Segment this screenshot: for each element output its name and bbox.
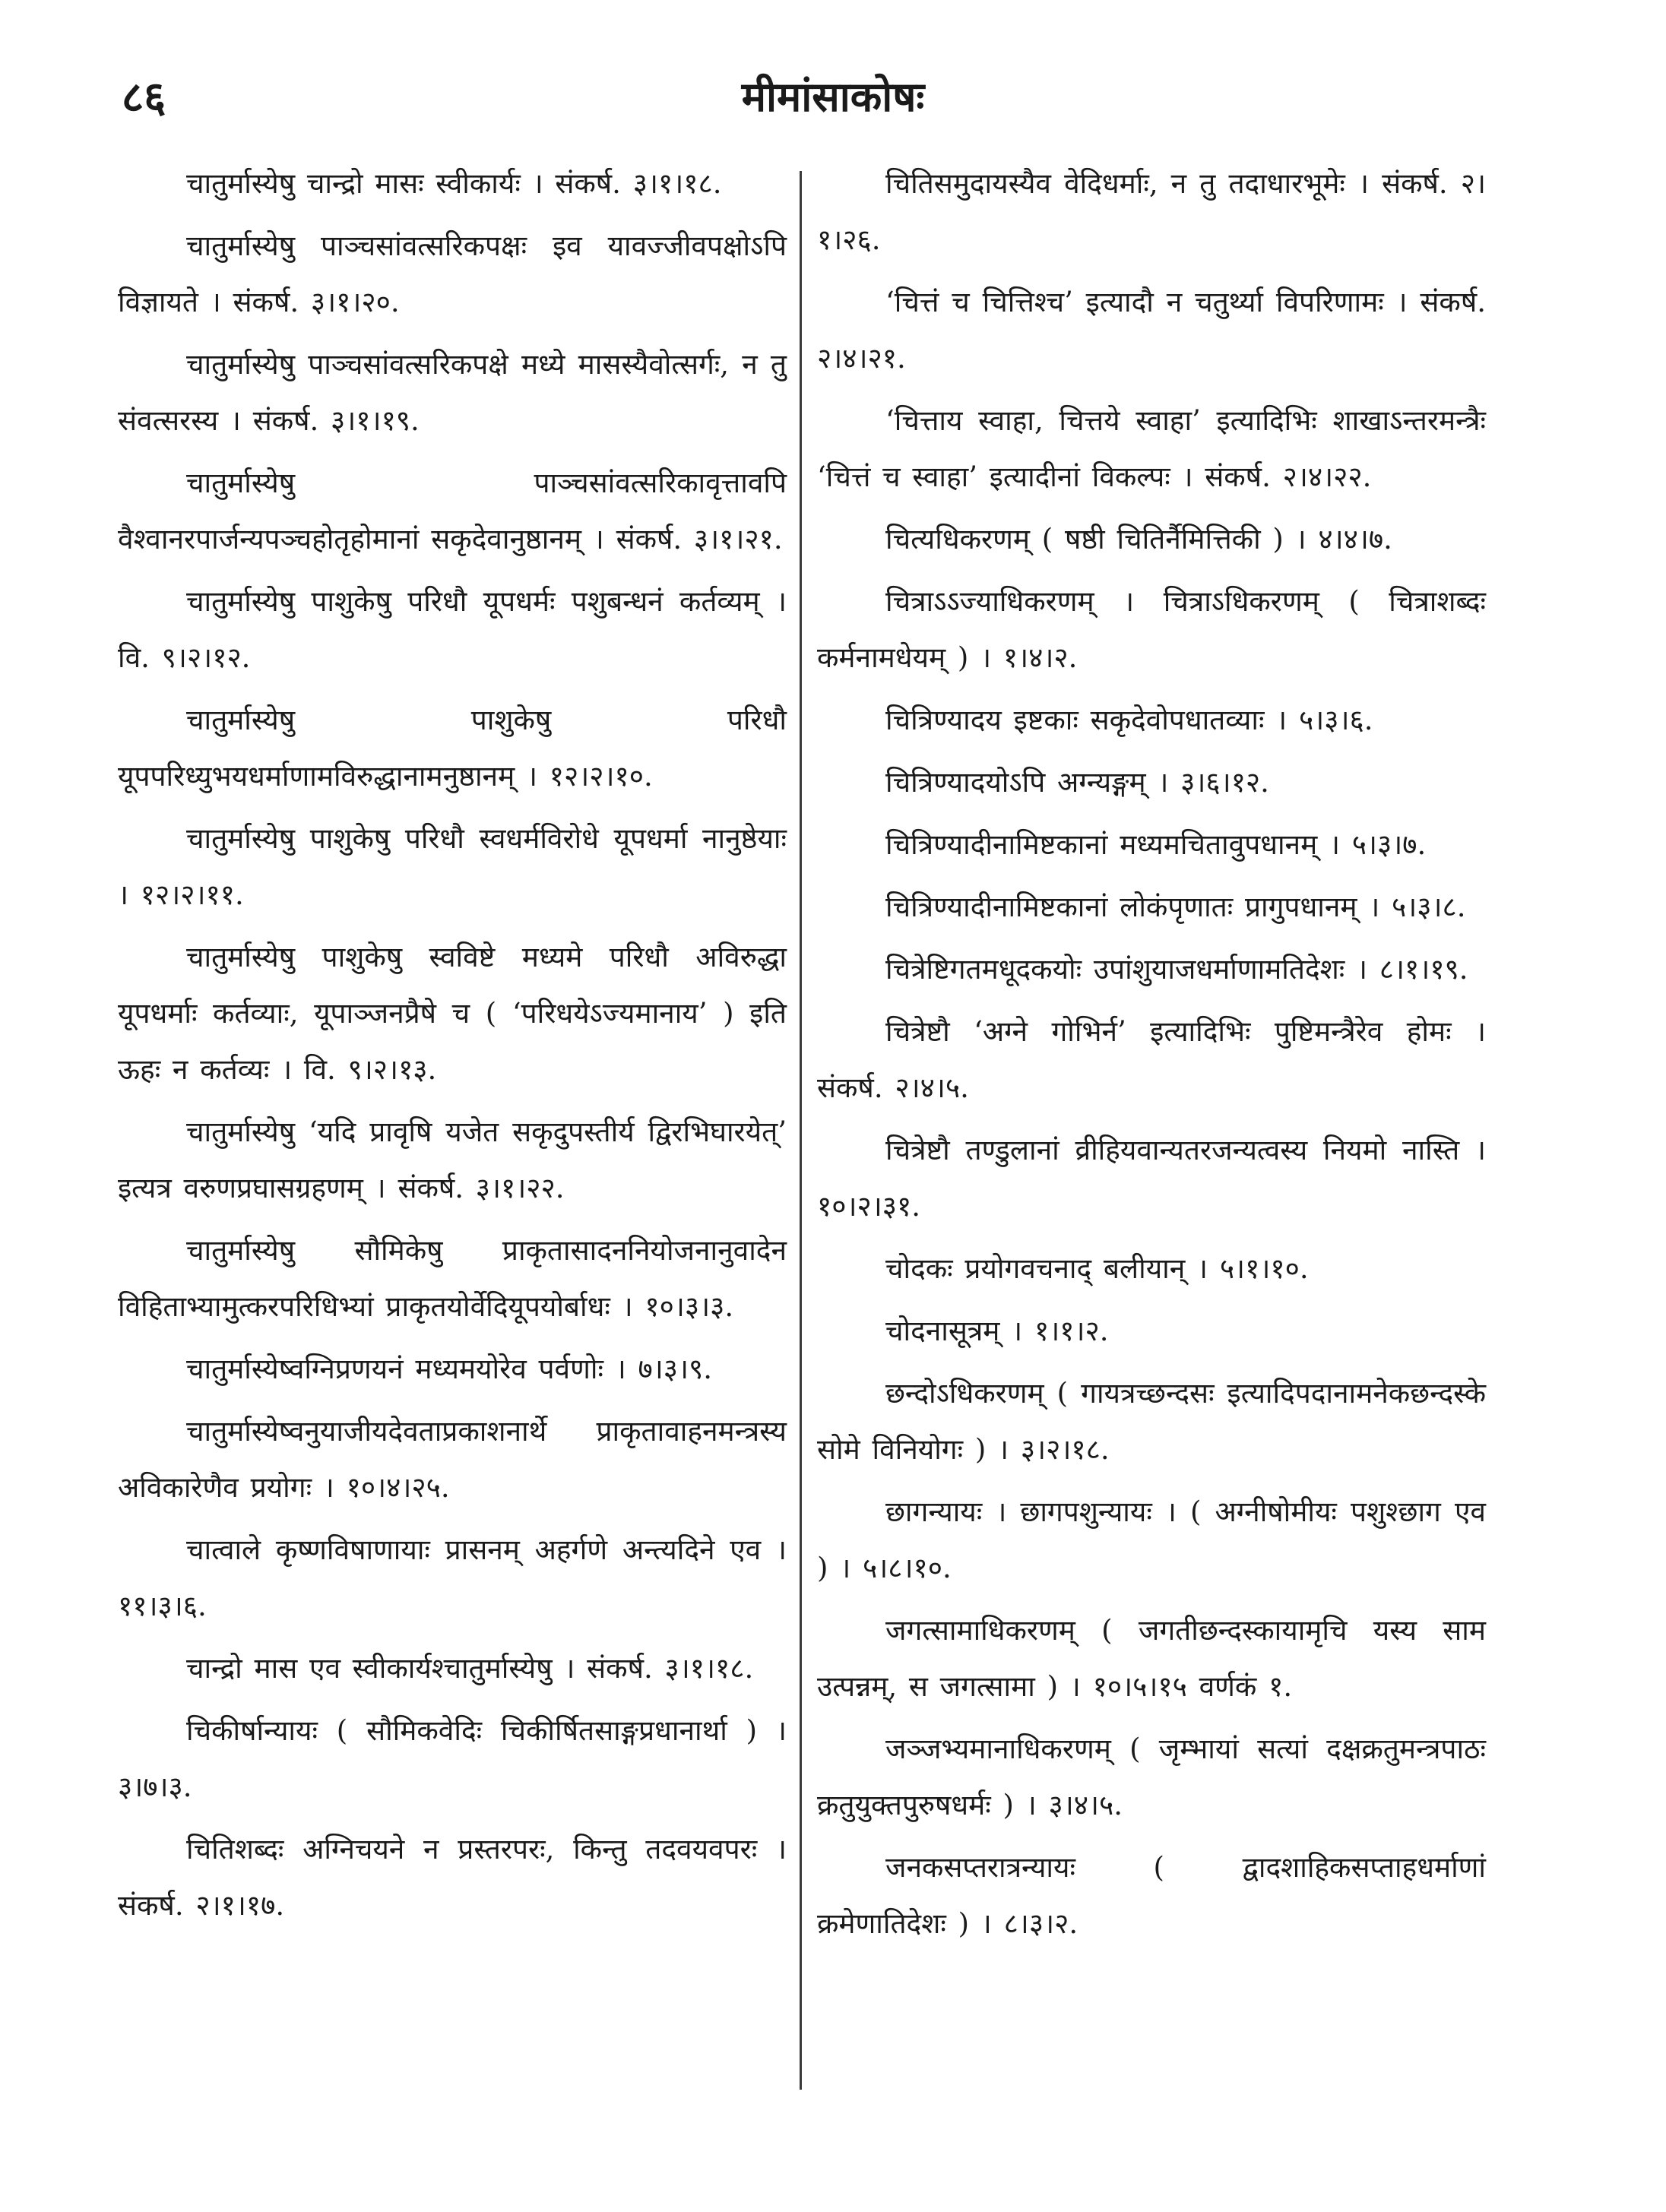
entry: चित्रिण्यादय इष्टकाः सकृदेवोपधातव्याः । ५।३।६.	[885, 704, 1373, 736]
entry: चातुर्मास्येषु चान्द्रो मासः स्वीकार्यः । संकर्ष. ३।१।१८.	[186, 167, 722, 200]
entry: चोदकः प्रयोगवचनाद् बलीयान् । ५।१।१०.	[885, 1252, 1309, 1285]
entry: चित्रेष्टौ तण्डुलानां व्रीहियवान्यतरजन्यत्वस्य नियमो नास्ति । १०।२।३१.	[817, 1134, 1486, 1223]
entry: चातुर्मास्येषु पाशुकेषु स्वविष्टे मध्यमे परिधौ अविरुद्धा यूपधर्माः कर्तव्याः, यूपाञ्जनप्रैषे च ( ‘परिधयेऽज्यमानाय’ ) इति ऊहः न कर्तव्यः । वि. ९।२।१३.	[118, 941, 787, 1086]
entry: चितिशब्दः अग्निचयने न प्रस्तरपरः, किन्तु तदवयवपरः । संकर्ष. २।१।१७.	[118, 1833, 787, 1922]
entry: ‘चित्ताय स्वाहा, चित्तये स्वाहा’ इत्यादिभिः शाखाऽन्तरमन्त्रैः ‘चित्तं च स्वाहा’ इत्यादीनां विकल्पः । संकर्ष. २।४।२२.	[817, 404, 1486, 493]
left-column	[118, 156, 787, 1940]
entry: चात्वाले कृष्णविषाणायाः प्रासनम् अहर्गणे अन्त्यदिने एव । ११।३।६.	[118, 1533, 787, 1622]
entry: छन्दोऽधिकरणम् ( गायत्रच्छन्दसः इत्यादिपदानामनेकछन्दस्के सोमे विनियोगः ) । ३।२।१८.	[817, 1377, 1486, 1466]
entry: चातुर्मास्येषु पाशुकेषु परिधौ स्वधर्मविरोधे यूपधर्मा नानुष्ठेयाः । १२।२।११.	[118, 822, 787, 911]
entry: जगत्सामाधिकरणम् ( जगतीछन्दस्कायामृचि यस्य साम उत्पन्नम्, स जगत्सामा ) । १०।५।१५ वर्णकं १.	[817, 1614, 1486, 1703]
entry: चातुर्मास्येष्वनुयाजीयदेवताप्रकाशनार्थे प्राकृतावाहनमन्त्रस्य अविकारेणैव प्रयोगः । १०।४।२५.	[118, 1415, 787, 1504]
entry: चातुर्मास्येषु पाञ्चसांवत्सरिकपक्षे मध्ये मासस्यैवोत्सर्गः, न तु संवत्सरस्य । संकर्ष. ३।१।१९.	[118, 348, 787, 437]
entry: चित्रिण्यादयोऽपि अग्न्यङ्गम् । ३।६।१२.	[885, 766, 1269, 799]
entry: ‘चित्तं च चित्तिश्च’ इत्यादौ न चतुर्थ्या विपरिणामः । संकर्ष. २।४।२१.	[817, 286, 1486, 375]
entry: चिकीर्षान्यायः ( सौमिकवेदिः चिकीर्षितसाङ्गप्रधानार्था ) । ३।७।३.	[118, 1714, 787, 1803]
entry: चातुर्मास्येषु पाञ्चसांवत्सरिकपक्षः इव यावज्जीवपक्षोऽपि विज्ञायते । संकर्ष. ३।१।२०.	[118, 229, 787, 318]
entry: चित्रेष्टौ ‘अग्ने गोभिर्न’ इत्यादिभिः पुष्टिमन्त्रैरेव होमः । संकर्ष. २।४।५.	[817, 1015, 1486, 1104]
entry: चातुर्मास्येषु पाशुकेषु परिधौ यूपधर्मः पशुबन्धनं कर्तव्यम् । वि. ९।२।१२.	[118, 585, 787, 674]
entry: चित्रिण्यादीनामिष्टकानां मध्यमचितावुपधानम् । ५।३।७.	[885, 828, 1427, 861]
entry: जनकसप्तरात्रन्यायः ( द्वादशाहिकसप्ताहधर्माणां क्रमेणातिदेशः ) । ८।३।२.	[817, 1851, 1486, 1940]
entry: चातुर्मास्येषु पाञ्चसांवत्सरिकावृत्तावपि वैश्वानरपार्जन्यपञ्चहोतृहोमानां सकृदेवानुष्ठानम् । संकर्ष. ३।१।२१.	[118, 467, 787, 555]
entry: चित्यधिकरणम् ( षष्ठी चितिर्नैमित्तिकी ) । ४।४।७.	[885, 523, 1392, 555]
entry: चातुर्मास्येषु ‘यदि प्रावृषि यजेत सकृदुपस्तीर्य द्विरभिघारयेत्’ इत्यत्र वरुणप्रघासग्रहणम् । संकर्ष. ३।१।२२.	[118, 1115, 787, 1204]
entry: चित्राऽऽज्याधिकरणम् । चित्राऽधिकरणम् ( चित्राशब्दः कर्मनामधेयम् ) । १।४।२.	[817, 585, 1486, 674]
entry: चित्रिण्यादीनामिष्टकानां लोकंपृणातः प्रागुपधानम् । ५।३।८.	[885, 891, 1466, 923]
entry: चोदनासूत्रम् । १।१।२.	[885, 1315, 1109, 1347]
entry: चितिसमुदायस्यैव वेदिधर्माः, न तु तदाधारभूमेः । संकर्ष. २।१।२६.	[817, 167, 1486, 256]
entry: चित्रेष्टिगतमधूदकयोः उपांशुयाजधर्माणामतिदेशः । ८।१।१९.	[885, 953, 1468, 986]
page-number: ८६	[122, 72, 166, 122]
column-rule	[800, 171, 802, 2090]
right-column	[817, 156, 1486, 1958]
entry: छागन्यायः । छागपशुन्यायः । ( अग्नीषोमीयः पशुश्छाग एव ) । ५।८।१०.	[817, 1495, 1486, 1584]
entry: चातुर्मास्येषु सौमिकेषु प्राकृतासादननियोजनानुवादेन विहिताभ्यामुत्करपरिधिभ्यां प्राकृतयोर्वेदियूपयोर्बाधः । १०।३।३.	[118, 1234, 787, 1323]
entry: चातुर्मास्येषु पाशुकेषु परिधौ यूपपरिध्युभयधर्माणामविरुद्धानामनुष्ठानम् । १२।२।१०.	[118, 704, 787, 793]
running-title: मीमांसाकोषः	[741, 72, 925, 121]
entry: चातुर्मास्येष्वग्निप्रणयनं मध्यमयोरेव पर्वणोः । ७।३।९.	[186, 1353, 713, 1385]
entry: जञ्जभ्यमानाधिकरणम् ( जृम्भायां सत्यां दक्षक्रतुमन्त्रपाठः क्रतुयुक्तपुरुषधर्मः ) । ३।४।५.	[817, 1733, 1486, 1821]
entry: चान्द्रो मास एव स्वीकार्यश्चातुर्मास्येषु । संकर्ष. ३।१।१८.	[186, 1652, 754, 1685]
